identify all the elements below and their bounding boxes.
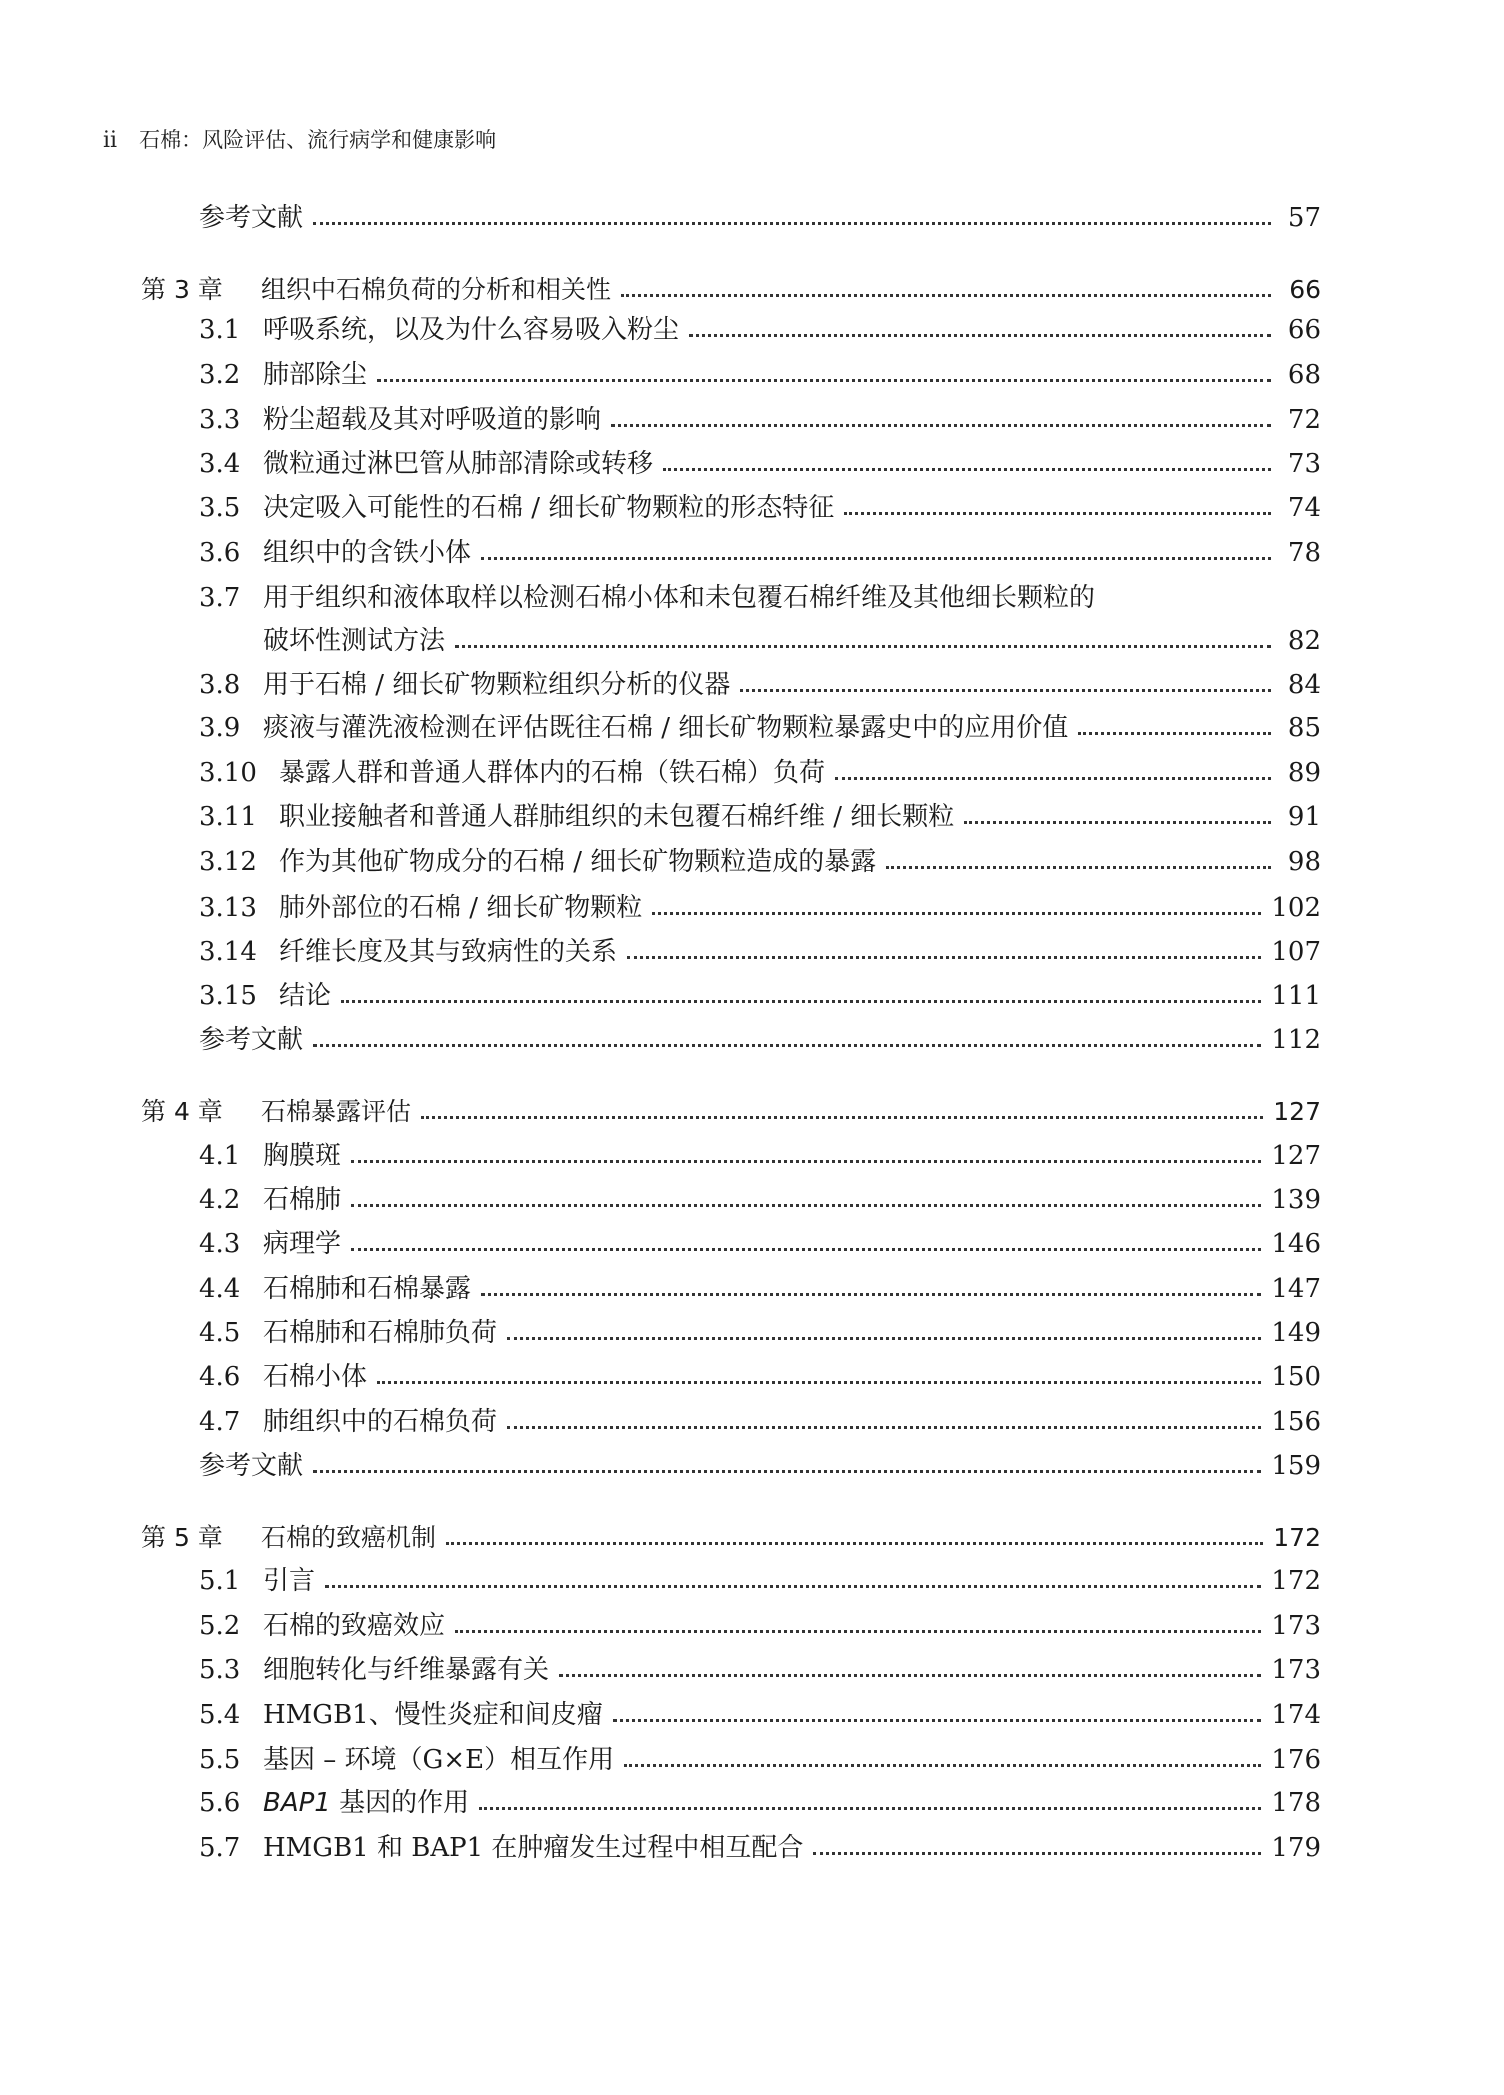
toc-entry-title: 石棉肺和石棉暴露 bbox=[263, 1274, 472, 1304]
toc-entry-number: 4.3 bbox=[199, 1229, 241, 1259]
toc-page-number: 78 bbox=[1287, 538, 1321, 568]
toc-entry-number: 5.1 bbox=[199, 1566, 241, 1596]
toc-entry-title bbox=[263, 1783, 469, 1823]
toc-entry[interactable] bbox=[141, 1740, 1321, 1780]
dot-leader bbox=[559, 1672, 1261, 1677]
dot-leader bbox=[313, 1042, 1261, 1047]
toc-page-number: 74 bbox=[1287, 493, 1321, 523]
toc-entry-title: 用于组织和液体取样以检测石棉小体和未包覆石棉纤维及其他细长颗粒的 bbox=[263, 583, 1096, 613]
dot-leader bbox=[481, 1291, 1261, 1296]
toc-entry-number: 3.5 bbox=[199, 493, 241, 523]
toc-entry-number: 4.5 bbox=[199, 1318, 241, 1348]
toc-entry[interactable] bbox=[141, 1020, 1321, 1060]
toc-page-number: 66 bbox=[1289, 275, 1321, 304]
dot-leader bbox=[689, 332, 1271, 337]
dot-leader bbox=[835, 775, 1271, 780]
toc-entry-title: 呼吸系统，以及为什么容易吸入粉尘 bbox=[263, 315, 680, 345]
dot-leader bbox=[507, 1335, 1261, 1340]
toc-entry-title: 结论 bbox=[279, 981, 332, 1011]
toc-page-number: 89 bbox=[1287, 758, 1321, 788]
toc-entry-title: 职业接触者和普通人群肺组织的未包覆石棉纤维 / 细长颗粒 bbox=[279, 802, 955, 832]
toc-entry-title: 参考文献 bbox=[199, 1025, 304, 1055]
dot-leader bbox=[663, 466, 1271, 471]
toc-entry[interactable] bbox=[141, 1695, 1321, 1735]
toc-page-number: 91 bbox=[1287, 802, 1321, 832]
running-header bbox=[103, 124, 496, 154]
toc-entry[interactable] bbox=[141, 578, 1321, 618]
toc-entry[interactable] bbox=[141, 1561, 1321, 1601]
toc-entry-number: 5.4 bbox=[199, 1700, 241, 1730]
dot-leader bbox=[446, 1540, 1263, 1545]
toc-entry-number: 5.7 bbox=[199, 1833, 241, 1863]
toc-entry[interactable] bbox=[141, 444, 1321, 484]
toc-entry-number: 5.6 bbox=[199, 1788, 241, 1818]
toc-entry-title: 粉尘超载及其对呼吸道的影响 bbox=[263, 405, 602, 435]
toc-page-number: 112 bbox=[1271, 1025, 1321, 1055]
toc-page-number: 174 bbox=[1271, 1700, 1321, 1730]
toc-page-number: 127 bbox=[1273, 1097, 1321, 1126]
toc-entry-number: 3.14 bbox=[199, 937, 257, 967]
toc-entry-number: 3.1 bbox=[199, 315, 241, 345]
dot-leader bbox=[844, 510, 1271, 515]
toc-page-number: 172 bbox=[1273, 1523, 1321, 1552]
toc-entry-title: 胸膜斑 bbox=[263, 1141, 342, 1171]
dot-leader bbox=[377, 1379, 1261, 1384]
toc-entry-number: 3.10 bbox=[199, 758, 257, 788]
toc-page-number: 176 bbox=[1271, 1745, 1321, 1775]
toc-entry-title: 用于石棉 / 细长矿物颗粒组织分析的仪器 bbox=[263, 670, 731, 700]
dot-leader bbox=[351, 1202, 1261, 1207]
toc-entry-number: 3.3 bbox=[199, 405, 241, 435]
dot-leader bbox=[652, 910, 1261, 915]
dot-leader bbox=[886, 864, 1271, 869]
toc-entry-number: 3.11 bbox=[199, 802, 257, 832]
toc-page-number: 73 bbox=[1287, 449, 1321, 479]
toc-entry-number: 第 4 章 bbox=[141, 1097, 223, 1126]
toc-entry-title: HMGB1 和 BAP1 在肿瘤发生过程中相互配合 bbox=[263, 1833, 804, 1863]
toc-chapter-entry[interactable] bbox=[141, 1092, 1321, 1132]
toc-page-number: 57 bbox=[1287, 203, 1321, 233]
dot-leader bbox=[421, 1114, 1263, 1119]
dot-leader bbox=[813, 1850, 1261, 1855]
toc-entry-title: HMGB1、慢性炎症和间皮瘤 bbox=[263, 1700, 603, 1730]
toc-entry-title: 决定吸入可能性的石棉 / 细长矿物颗粒的形态特征 bbox=[263, 493, 835, 523]
toc-entry[interactable] bbox=[141, 842, 1321, 882]
toc-page-number: 107 bbox=[1271, 937, 1321, 967]
toc-entry[interactable] bbox=[141, 488, 1321, 528]
toc-page-number: 127 bbox=[1271, 1141, 1321, 1171]
dot-leader bbox=[351, 1158, 1261, 1163]
toc-entry-title: 参考文献 bbox=[199, 203, 304, 233]
toc-page-number: 111 bbox=[1271, 981, 1321, 1011]
toc-entry[interactable] bbox=[141, 1783, 1321, 1823]
toc-entry-number: 3.8 bbox=[199, 670, 241, 700]
toc-entry[interactable] bbox=[141, 310, 1321, 350]
page-folio: ii bbox=[103, 128, 118, 153]
gene-name: BAP1 bbox=[263, 1788, 340, 1818]
toc-entry[interactable] bbox=[141, 753, 1321, 793]
dot-leader bbox=[481, 555, 1271, 560]
toc-page-number: 149 bbox=[1271, 1318, 1321, 1348]
toc-entry-title: 石棉的致癌效应 bbox=[263, 1611, 446, 1641]
dot-leader bbox=[479, 1805, 1261, 1810]
toc-entry[interactable] bbox=[141, 708, 1321, 748]
dot-leader bbox=[351, 1246, 1261, 1251]
toc-page-number: 147 bbox=[1271, 1274, 1321, 1304]
toc-entry-number: 5.5 bbox=[199, 1745, 241, 1775]
toc-entry-title: 组织中的含铁小体 bbox=[263, 538, 472, 568]
toc-page-number: 150 bbox=[1271, 1362, 1321, 1392]
dot-leader bbox=[341, 998, 1261, 1003]
toc-entry[interactable] bbox=[141, 621, 1321, 661]
toc-entry[interactable] bbox=[141, 932, 1321, 972]
book-title: 石棉：风险评估、流行病学和健康影响 bbox=[139, 128, 497, 152]
toc-entry-number: 4.1 bbox=[199, 1141, 241, 1171]
toc-entry[interactable] bbox=[141, 1828, 1321, 1868]
toc-chapter-entry[interactable] bbox=[141, 1518, 1321, 1558]
toc-entry[interactable] bbox=[141, 1606, 1321, 1646]
toc-entry-number: 3.2 bbox=[199, 360, 241, 390]
toc-chapter-entry[interactable] bbox=[141, 270, 1321, 310]
toc-entry-number: 4.6 bbox=[199, 1362, 241, 1392]
toc-entry-number: 第 5 章 bbox=[141, 1523, 223, 1552]
toc-entry-title: 基因 – 环境（G×E）相互作用 bbox=[263, 1745, 615, 1775]
toc-entry[interactable] bbox=[141, 1402, 1321, 1442]
toc-entry-title: 细胞转化与纤维暴露有关 bbox=[263, 1655, 550, 1685]
toc-page-number: 82 bbox=[1287, 626, 1321, 656]
dot-leader bbox=[621, 292, 1271, 297]
toc-entry[interactable] bbox=[141, 797, 1321, 837]
toc-entry-title: 微粒通过淋巴管从肺部清除或转移 bbox=[263, 449, 654, 479]
toc-page-number: 84 bbox=[1287, 670, 1321, 700]
toc-entry-number: 3.9 bbox=[199, 713, 241, 743]
toc-entry-title: 石棉肺和石棉肺负荷 bbox=[263, 1318, 498, 1348]
toc-entry[interactable] bbox=[141, 665, 1321, 705]
toc-entry-number: 3.4 bbox=[199, 449, 241, 479]
toc-entry[interactable] bbox=[141, 1180, 1321, 1220]
toc-entry-title: 破坏性测试方法 bbox=[263, 626, 446, 656]
dot-leader bbox=[611, 422, 1271, 427]
toc-page-number: 72 bbox=[1287, 405, 1321, 435]
toc-entry-title: 石棉的致癌机制 bbox=[261, 1523, 437, 1552]
toc-page-number: 173 bbox=[1271, 1611, 1321, 1641]
toc-entry[interactable] bbox=[141, 400, 1321, 440]
dot-leader bbox=[964, 819, 1271, 824]
dot-leader bbox=[325, 1583, 1261, 1588]
toc-page-number: 66 bbox=[1287, 315, 1321, 345]
toc-entry-title: 纤维长度及其与致病性的关系 bbox=[279, 937, 618, 967]
toc-entry[interactable] bbox=[141, 1357, 1321, 1397]
toc-entry-title: 痰液与灌洗液检测在评估既往石棉 / 细长矿物颗粒暴露史中的应用价值 bbox=[263, 713, 1069, 743]
toc-entry-title: 肺外部位的石棉 / 细长矿物颗粒 bbox=[279, 893, 643, 923]
toc-entry[interactable] bbox=[141, 355, 1321, 395]
toc-entry-title: 石棉肺 bbox=[263, 1185, 342, 1215]
toc-entry[interactable] bbox=[141, 1650, 1321, 1690]
toc-entry-number: 3.6 bbox=[199, 538, 241, 568]
toc-entry-number: 4.2 bbox=[199, 1185, 241, 1215]
toc-entry[interactable] bbox=[141, 1136, 1321, 1176]
toc-entry-number: 5.3 bbox=[199, 1655, 241, 1685]
toc-entry-number: 5.2 bbox=[199, 1611, 241, 1641]
toc-page-number: 98 bbox=[1287, 847, 1321, 877]
dot-leader bbox=[377, 377, 1271, 382]
dot-leader bbox=[1078, 730, 1271, 735]
dot-leader bbox=[455, 643, 1271, 648]
toc-page-number: 146 bbox=[1271, 1229, 1321, 1259]
toc-entry-title: 参考文献 bbox=[199, 1451, 304, 1481]
toc-entry-title: 组织中石棉负荷的分析和相关性 bbox=[261, 275, 612, 304]
toc-entry-title: 石棉暴露评估 bbox=[261, 1097, 412, 1126]
dot-leader bbox=[313, 1468, 1261, 1473]
toc-page-number: 172 bbox=[1271, 1566, 1321, 1596]
toc-entry[interactable] bbox=[141, 888, 1321, 928]
toc-entry-title: 石棉小体 bbox=[263, 1362, 368, 1392]
dot-leader bbox=[455, 1628, 1261, 1633]
toc-entry-title: 作为其他矿物成分的石棉 / 细长矿物颗粒造成的暴露 bbox=[279, 847, 877, 877]
toc-entry-number: 4.4 bbox=[199, 1274, 241, 1304]
toc-entry-number: 第 3 章 bbox=[141, 275, 223, 304]
toc-entry[interactable] bbox=[141, 1269, 1321, 1309]
toc-entry-title: 肺组织中的石棉负荷 bbox=[263, 1407, 498, 1437]
toc-entry-number: 4.7 bbox=[199, 1407, 241, 1437]
dot-leader bbox=[313, 220, 1271, 225]
toc-entry-title-rest: 基因的作用 bbox=[339, 1788, 470, 1818]
dot-leader bbox=[507, 1424, 1261, 1429]
toc-page-number: 68 bbox=[1287, 360, 1321, 390]
toc-entry-title: 肺部除尘 bbox=[263, 360, 368, 390]
toc-entry[interactable] bbox=[141, 976, 1321, 1016]
toc-page-number: 159 bbox=[1271, 1451, 1321, 1481]
toc-entry-title: 引言 bbox=[263, 1566, 316, 1596]
toc-page-number: 178 bbox=[1271, 1788, 1321, 1818]
toc-page-number: 102 bbox=[1271, 893, 1321, 923]
toc-entry-title: 病理学 bbox=[263, 1229, 342, 1259]
toc-page-number: 139 bbox=[1271, 1185, 1321, 1215]
toc-entry[interactable] bbox=[141, 198, 1321, 238]
dot-leader bbox=[627, 954, 1261, 959]
dot-leader bbox=[740, 687, 1271, 692]
toc-entry[interactable] bbox=[141, 1224, 1321, 1264]
toc-page-number: 179 bbox=[1271, 1833, 1321, 1863]
toc-entry-number: 3.12 bbox=[199, 847, 257, 877]
dot-leader bbox=[624, 1762, 1261, 1767]
toc-entry[interactable] bbox=[141, 1313, 1321, 1353]
toc-entry-title: 暴露人群和普通人群体内的石棉（铁石棉）负荷 bbox=[279, 758, 826, 788]
toc-entry-number: 3.15 bbox=[199, 981, 257, 1011]
toc-page-number: 85 bbox=[1287, 713, 1321, 743]
toc-page-number: 173 bbox=[1271, 1655, 1321, 1685]
toc-entry-number: 3.7 bbox=[199, 583, 241, 613]
toc-entry[interactable] bbox=[141, 533, 1321, 573]
toc-entry-number: 3.13 bbox=[199, 893, 257, 923]
toc-page-number: 156 bbox=[1271, 1407, 1321, 1437]
toc-entry[interactable] bbox=[141, 1446, 1321, 1486]
dot-leader bbox=[613, 1717, 1262, 1722]
